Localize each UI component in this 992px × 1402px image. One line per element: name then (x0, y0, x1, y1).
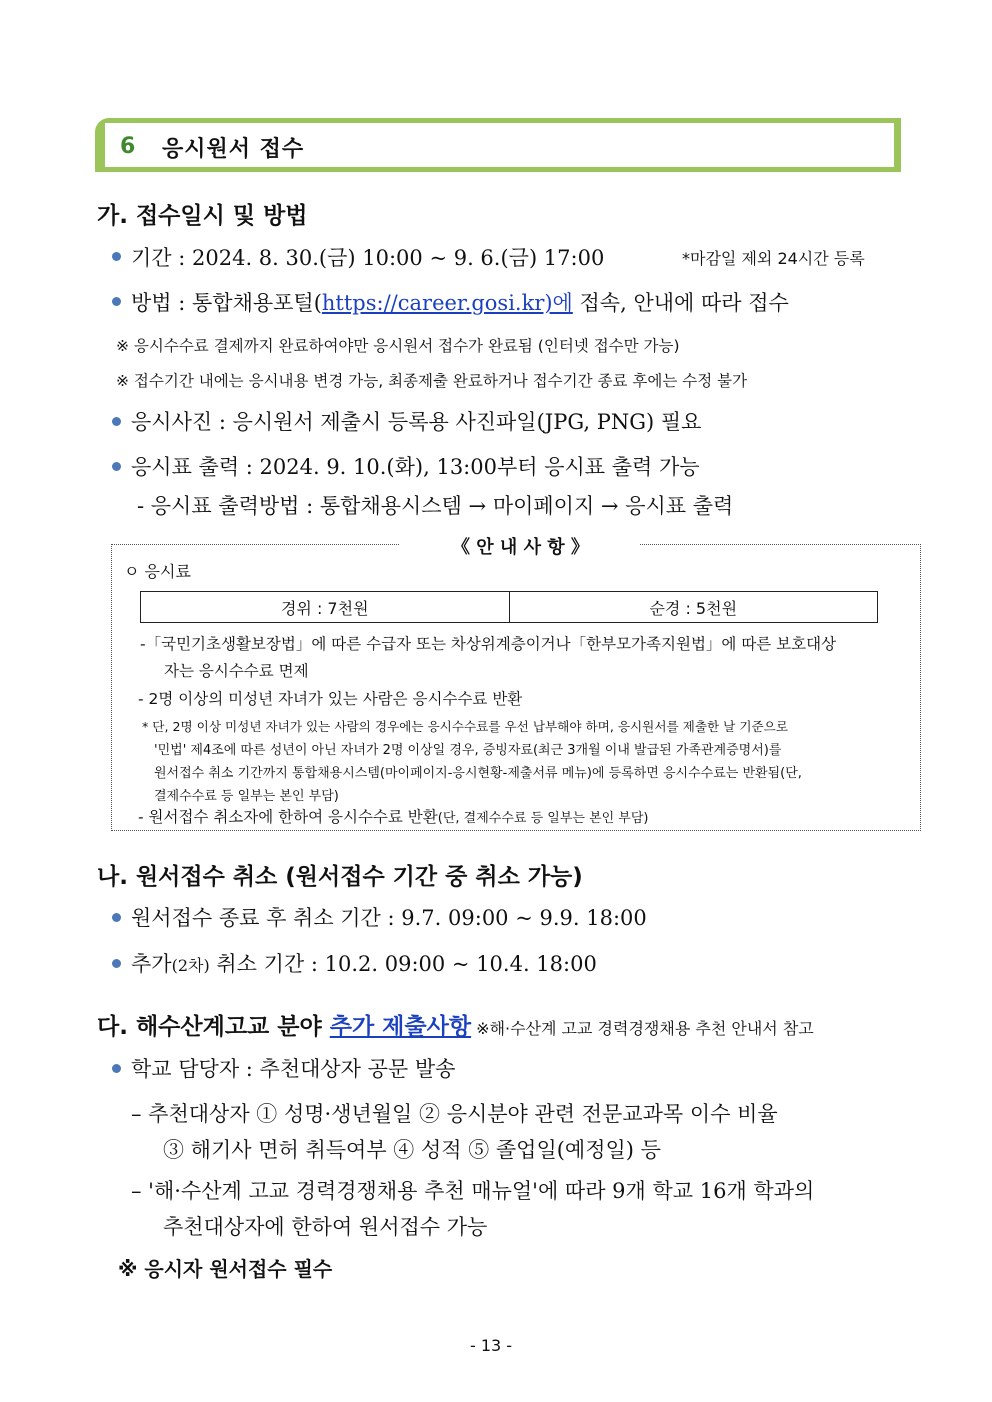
dash-item-1: – 추천대상자 ① 성명·생년월일 ② 응시분야 관련 전문교과목 이수 비율 (131, 1102, 778, 1126)
ticket-line: 응시표 출력 : 2024. 9. 10.(화), 13:00부터 응시표 출력 가능 (131, 455, 700, 479)
career-portal-link[interactable]: https://career.gosi.kr)에 (321, 291, 573, 315)
heading-part-c: 다. 해수산계고교 분야 추가 제출사항 ※해·수산계 고교 경력경쟁채용 추천 안내서 참고 (97, 1014, 814, 1040)
method-line: 방법 : 통합채용포털(https://career.gosi.kr)에 접속, 안내에 따라 접수 (131, 291, 789, 315)
notice-item-exempt: -「국민기초생활보장법」에 따른 수급자 또는 차상위계층이거나「한부모가족지원법」에 따른 보호대상 (140, 635, 837, 653)
notice-item-refund: - 2명 이상의 미성년 자녀가 있는 사람은 응시수수료 반환 (138, 690, 523, 708)
note-fee: ※ 응시수수료 결제까지 완료하여야만 응시원서 접수가 완료됨 (인터넷 접수만 가능) (116, 337, 680, 355)
fee-label: ㅇ 응시료 (124, 562, 191, 581)
additional-submission-link[interactable]: 추가 제출사항 (329, 1014, 472, 1040)
bullet-icon (112, 252, 121, 261)
school-line: 학교 담당자 : 추천대상자 공문 발송 (131, 1057, 456, 1081)
bullet-icon (112, 417, 121, 426)
bullet-icon (112, 913, 121, 922)
notice-star-4: 결제수수료 등 일부는 본인 부담) (154, 789, 339, 804)
bullet-icon (112, 297, 121, 306)
bullet-icon (112, 462, 121, 471)
heading-part-a: 가. 접수일시 및 방법 (97, 203, 308, 229)
bullet-icon (112, 1064, 121, 1073)
period-text: 기간 : 2024. 8. 30.(금) 10:00 ~ 9. 6.(금) 17:00 (131, 246, 605, 270)
fee-table (140, 591, 878, 623)
dash-item-2-cont: 추천대상자에 한하여 원서접수 가능 (163, 1215, 488, 1239)
fee-inspector: 경위 : 7천원 (280, 598, 369, 618)
notice-star-1: * 단, 2명 이상 미성년 자녀가 있는 사람의 경우에는 응시수수료를 우선 납부해야 하며, 응시원서를 제출한 날 기준으로 (142, 719, 788, 734)
note-edit: ※ 접수기간 내에는 응시내용 변경 가능, 최종제출 완료하거나 접수기간 종료 후에는 수정 불가 (116, 372, 748, 390)
notice-item-exempt-cont: 자는 응시수수료 면제 (164, 662, 309, 680)
page-number: - 13 - (470, 1336, 513, 1355)
notice-title: 《 안 내 사 항 》 (452, 537, 589, 558)
cancel-period-line: 원서접수 종료 후 취소 기간 : 9.7. 09:00 ~ 9.9. 18:00 (131, 906, 647, 930)
ticket-method-line: - 응시표 출력방법 : 통합채용시스템 → 마이페이지 → 응시표 출력 (137, 494, 734, 518)
notice-item-cancel-refund: - 원서접수 취소자에 한하여 응시수수료 반환(단, 결제수수료 등 일부는 본인 부담) (138, 808, 649, 826)
section-number: 6 (120, 134, 136, 159)
bullet-icon (112, 959, 121, 968)
notice-star-2: '민법' 제4조에 따른 성년이 아닌 자녀가 2명 이상일 경우, 증빙자료(최근 3개월 이내 발급된 가족관계증명서)를 (154, 743, 782, 758)
heading-part-b: 나. 원서접수 취소 (원서접수 기간 중 취소 가능) (97, 864, 583, 890)
period-note: *마감일 제외 24시간 등록 (682, 249, 865, 268)
fee-officer: 순경 : 5천원 (509, 592, 878, 622)
notice-star-3: 원서접수 취소 기간까지 통합채용시스템(마이페이지-응시현황-제출서류 메뉴)에 등록하면 응시수수료는 반환됨(단, (154, 766, 802, 781)
must-note: ※ 응시자 원서접수 필수 (118, 1257, 333, 1281)
section-title: 응시원서 접수 (162, 137, 305, 162)
extra-cancel-line: 추가(2차) 취소 기간 : 10.2. 09:00 ~ 10.4. 18:00 (131, 952, 597, 976)
photo-line: 응시사진 : 응시원서 제출시 등록용 사진파일(JPG, PNG) 필요 (131, 410, 702, 434)
dash-item-1-cont: ③ 해기사 면허 취득여부 ④ 성적 ⑤ 졸업일(예정일) 등 (163, 1138, 661, 1162)
dash-item-2: – '해·수산계 고교 경력경쟁채용 추천 매뉴얼'에 따라 9개 학교 16개 학과의 (131, 1179, 815, 1203)
